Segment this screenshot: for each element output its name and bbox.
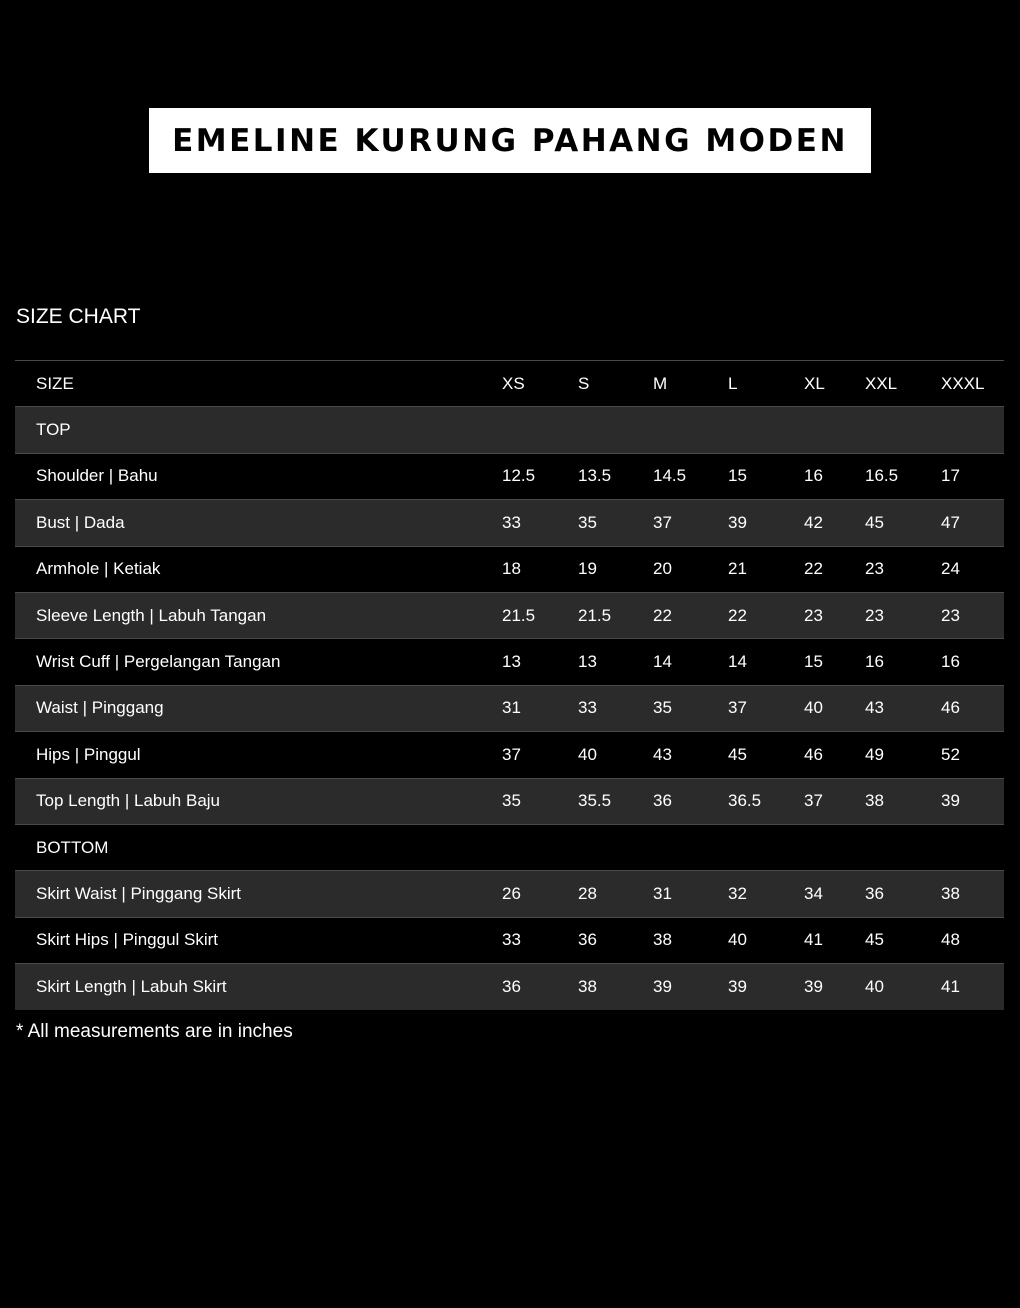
measurement-label: Wrist Cuff | Pergelangan Tangan bbox=[36, 652, 281, 672]
measurement-value: 43 bbox=[865, 698, 884, 718]
measurement-value: 39 bbox=[728, 977, 747, 997]
measurement-value: 41 bbox=[941, 977, 960, 997]
measurement-value: 22 bbox=[728, 605, 747, 625]
table-row bbox=[15, 546, 1004, 592]
measurement-value: 38 bbox=[578, 977, 597, 997]
measurement-value: 37 bbox=[502, 744, 521, 764]
table-row bbox=[15, 871, 1004, 917]
measurement-label: Shoulder | Bahu bbox=[36, 466, 158, 486]
measurement-value: 40 bbox=[865, 977, 884, 997]
section-row-bottom bbox=[15, 824, 1004, 870]
measurement-value: 13 bbox=[578, 652, 597, 672]
measurement-value: 52 bbox=[941, 744, 960, 764]
header-size-label: SIZE bbox=[36, 373, 74, 393]
measurement-value: 37 bbox=[653, 512, 672, 532]
measurement-value: 28 bbox=[578, 883, 597, 903]
header-size-xs: XS bbox=[502, 373, 525, 393]
table-row bbox=[15, 917, 1004, 963]
measurement-value: 45 bbox=[865, 512, 884, 532]
measurement-value: 23 bbox=[804, 605, 823, 625]
measurement-value: 16 bbox=[804, 466, 823, 486]
measurement-value: 38 bbox=[653, 930, 672, 950]
measurement-value: 42 bbox=[804, 512, 823, 532]
measurement-value: 34 bbox=[804, 883, 823, 903]
header-row bbox=[15, 361, 1004, 407]
measurement-value: 15 bbox=[728, 466, 747, 486]
measurement-label: Skirt Length | Labuh Skirt bbox=[36, 977, 227, 997]
measurement-value: 37 bbox=[728, 698, 747, 718]
measurement-value: 16 bbox=[865, 652, 884, 672]
measurement-value: 38 bbox=[941, 883, 960, 903]
measurement-value: 40 bbox=[578, 744, 597, 764]
section-title: BOTTOM bbox=[36, 837, 109, 857]
table-row bbox=[15, 964, 1004, 1010]
size-chart-body bbox=[15, 361, 1004, 1010]
table-row bbox=[15, 685, 1004, 731]
page-title: EMELINE KURUNG PAHANG MODEN bbox=[172, 122, 848, 159]
measurement-value: 35.5 bbox=[578, 791, 612, 811]
measurement-value: 15 bbox=[804, 652, 823, 672]
header-size-xxl: XXL bbox=[865, 373, 898, 393]
measurement-value: 24 bbox=[941, 559, 960, 579]
measurement-value: 39 bbox=[804, 977, 823, 997]
measurement-value: 36 bbox=[578, 930, 597, 950]
measurement-value: 35 bbox=[578, 512, 597, 532]
size-chart-table bbox=[15, 360, 1004, 1010]
measurement-value: 23 bbox=[941, 605, 960, 625]
measurement-value: 16.5 bbox=[865, 466, 899, 486]
footnote: * All measurements are in inches bbox=[16, 1021, 293, 1042]
header-size-xxxl: XXXL bbox=[941, 373, 985, 393]
measurement-value: 33 bbox=[502, 930, 521, 950]
measurement-value: 36 bbox=[653, 791, 672, 811]
measurement-value: 36 bbox=[502, 977, 521, 997]
table-row bbox=[15, 732, 1004, 778]
header-size-m: M bbox=[653, 373, 668, 393]
section-label: SIZE CHART bbox=[16, 305, 141, 328]
measurement-value: 22 bbox=[653, 605, 672, 625]
measurement-value: 31 bbox=[653, 883, 672, 903]
measurement-value: 33 bbox=[502, 512, 521, 532]
measurement-value: 35 bbox=[653, 698, 672, 718]
measurement-value: 45 bbox=[728, 744, 747, 764]
measurement-value: 40 bbox=[804, 698, 823, 718]
measurement-value: 39 bbox=[728, 512, 747, 532]
measurement-value: 18 bbox=[502, 559, 521, 579]
measurement-value: 19 bbox=[578, 559, 597, 579]
title-banner bbox=[149, 108, 871, 173]
measurement-value: 20 bbox=[653, 559, 672, 579]
measurement-value: 17 bbox=[941, 466, 960, 486]
measurement-value: 40 bbox=[728, 930, 747, 950]
measurement-value: 45 bbox=[865, 930, 884, 950]
measurement-value: 35 bbox=[502, 791, 521, 811]
measurement-label: Skirt Waist | Pinggang Skirt bbox=[36, 883, 242, 903]
measurement-label: Skirt Hips | Pinggul Skirt bbox=[36, 930, 219, 950]
measurement-value: 14.5 bbox=[653, 466, 687, 486]
header-size-s: S bbox=[578, 373, 590, 393]
table-row bbox=[15, 500, 1004, 546]
measurement-label: Sleeve Length | Labuh Tangan bbox=[36, 605, 267, 625]
measurement-value: 36.5 bbox=[728, 791, 762, 811]
measurement-value: 46 bbox=[804, 744, 823, 764]
measurement-value: 48 bbox=[941, 930, 960, 950]
section-row-top bbox=[15, 407, 1004, 453]
table-row bbox=[15, 639, 1004, 685]
measurement-value: 41 bbox=[804, 930, 823, 950]
measurement-value: 13.5 bbox=[578, 466, 612, 486]
measurement-label: Armhole | Ketiak bbox=[36, 559, 161, 579]
measurement-label: Hips | Pinggul bbox=[36, 744, 141, 764]
table-row bbox=[15, 592, 1004, 638]
measurement-value: 47 bbox=[941, 512, 960, 532]
measurement-value: 46 bbox=[941, 698, 960, 718]
measurement-value: 23 bbox=[865, 559, 884, 579]
measurement-value: 36 bbox=[865, 883, 884, 903]
measurement-value: 21.5 bbox=[578, 605, 612, 625]
measurement-value: 37 bbox=[804, 791, 823, 811]
measurement-value: 21 bbox=[728, 559, 747, 579]
measurement-value: 38 bbox=[865, 791, 884, 811]
measurement-value: 21.5 bbox=[502, 605, 536, 625]
measurement-value: 49 bbox=[865, 744, 884, 764]
measurement-value: 39 bbox=[941, 791, 960, 811]
table-row bbox=[15, 778, 1004, 824]
measurement-value: 23 bbox=[865, 605, 884, 625]
measurement-value: 32 bbox=[728, 883, 747, 903]
section-title: TOP bbox=[36, 420, 71, 440]
measurement-label: Bust | Dada bbox=[36, 512, 125, 532]
header-size-xl: XL bbox=[804, 373, 825, 393]
measurement-value: 12.5 bbox=[502, 466, 536, 486]
measurement-value: 16 bbox=[941, 652, 960, 672]
measurement-value: 43 bbox=[653, 744, 672, 764]
measurement-value: 31 bbox=[502, 698, 521, 718]
measurement-value: 13 bbox=[502, 652, 521, 672]
header-size-l: L bbox=[728, 373, 738, 393]
measurement-label: Top Length | Labuh Baju bbox=[36, 791, 221, 811]
measurement-value: 39 bbox=[653, 977, 672, 997]
measurement-value: 14 bbox=[728, 652, 747, 672]
measurement-value: 33 bbox=[578, 698, 597, 718]
measurement-label: Waist | Pinggang bbox=[36, 698, 164, 718]
measurement-value: 26 bbox=[502, 883, 521, 903]
measurement-value: 14 bbox=[653, 652, 672, 672]
table-row bbox=[15, 453, 1004, 499]
measurement-value: 22 bbox=[804, 559, 823, 579]
